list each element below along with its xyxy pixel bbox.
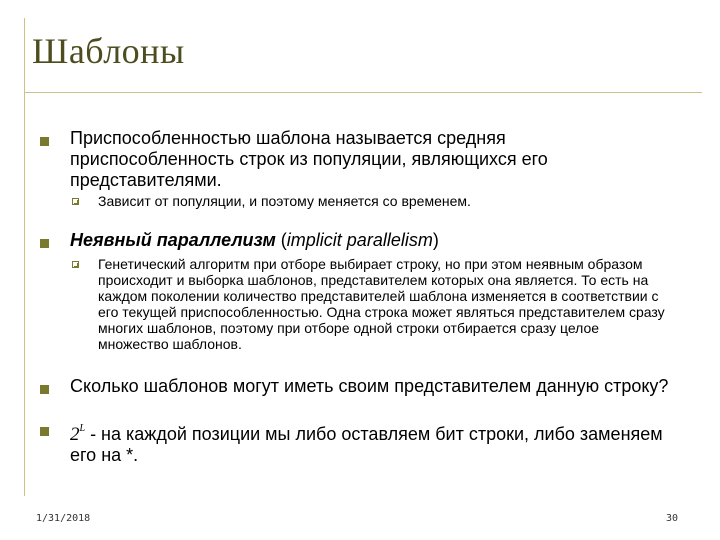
term-paren-close: ) (432, 230, 439, 250)
bullet-square-icon (40, 385, 49, 394)
bullet-square-icon (40, 239, 49, 248)
bullet-square-icon (40, 137, 49, 146)
bullet-2-text (70, 230, 670, 251)
formula-2-pow-l (70, 424, 85, 445)
bullet-4-rest: - на каждой позиции мы либо оставляем бит строки, либо заменяем его на *. (70, 424, 663, 465)
title-horizontal-rule (24, 92, 702, 93)
sub-bullet-square-icon (72, 198, 79, 205)
bullet-4-text (70, 418, 670, 466)
term-english: implicit parallelism (286, 230, 433, 250)
footer-date: 1/31/2018 (36, 513, 91, 524)
formula-base: 2 (70, 424, 80, 445)
slide-title: Шаблоны (32, 31, 185, 71)
bullet-3-text: Сколько шаблонов могут иметь своим представителем данную строку? (70, 376, 669, 396)
bullet-2-sub-1: Генетический алгоритм при отборе выбирает строку, но при этом неявным образом происходит и выборка шаблонов, представителем которых она является. То есть на каждом поколении количество представителей шаблона изменяется в соответствии с его текущей приспособленностью. Одна строка может являться представителем сразу многих шаблонов, поэтому при отборе одной строки отбирается сразу целое множество шаблонов. (98, 256, 665, 352)
bullet-1-text: Приспособленностью шаблона называется средняя приспособленность строк из популяции, являющихся его представителями. (70, 128, 548, 190)
footer-page-number: 30 (666, 513, 679, 524)
title-vertical-rule (24, 18, 25, 496)
bullet-square-icon (40, 427, 49, 436)
formula-exponent: L (79, 423, 86, 434)
sub-bullet-square-icon (72, 261, 79, 268)
bullet-1-sub-1: Зависит от популяции, и поэтому меняется со временем. (98, 193, 471, 209)
term-implicit-parallelism: Неявный параллелизм (70, 230, 276, 250)
term-paren-open: ( (275, 230, 287, 250)
